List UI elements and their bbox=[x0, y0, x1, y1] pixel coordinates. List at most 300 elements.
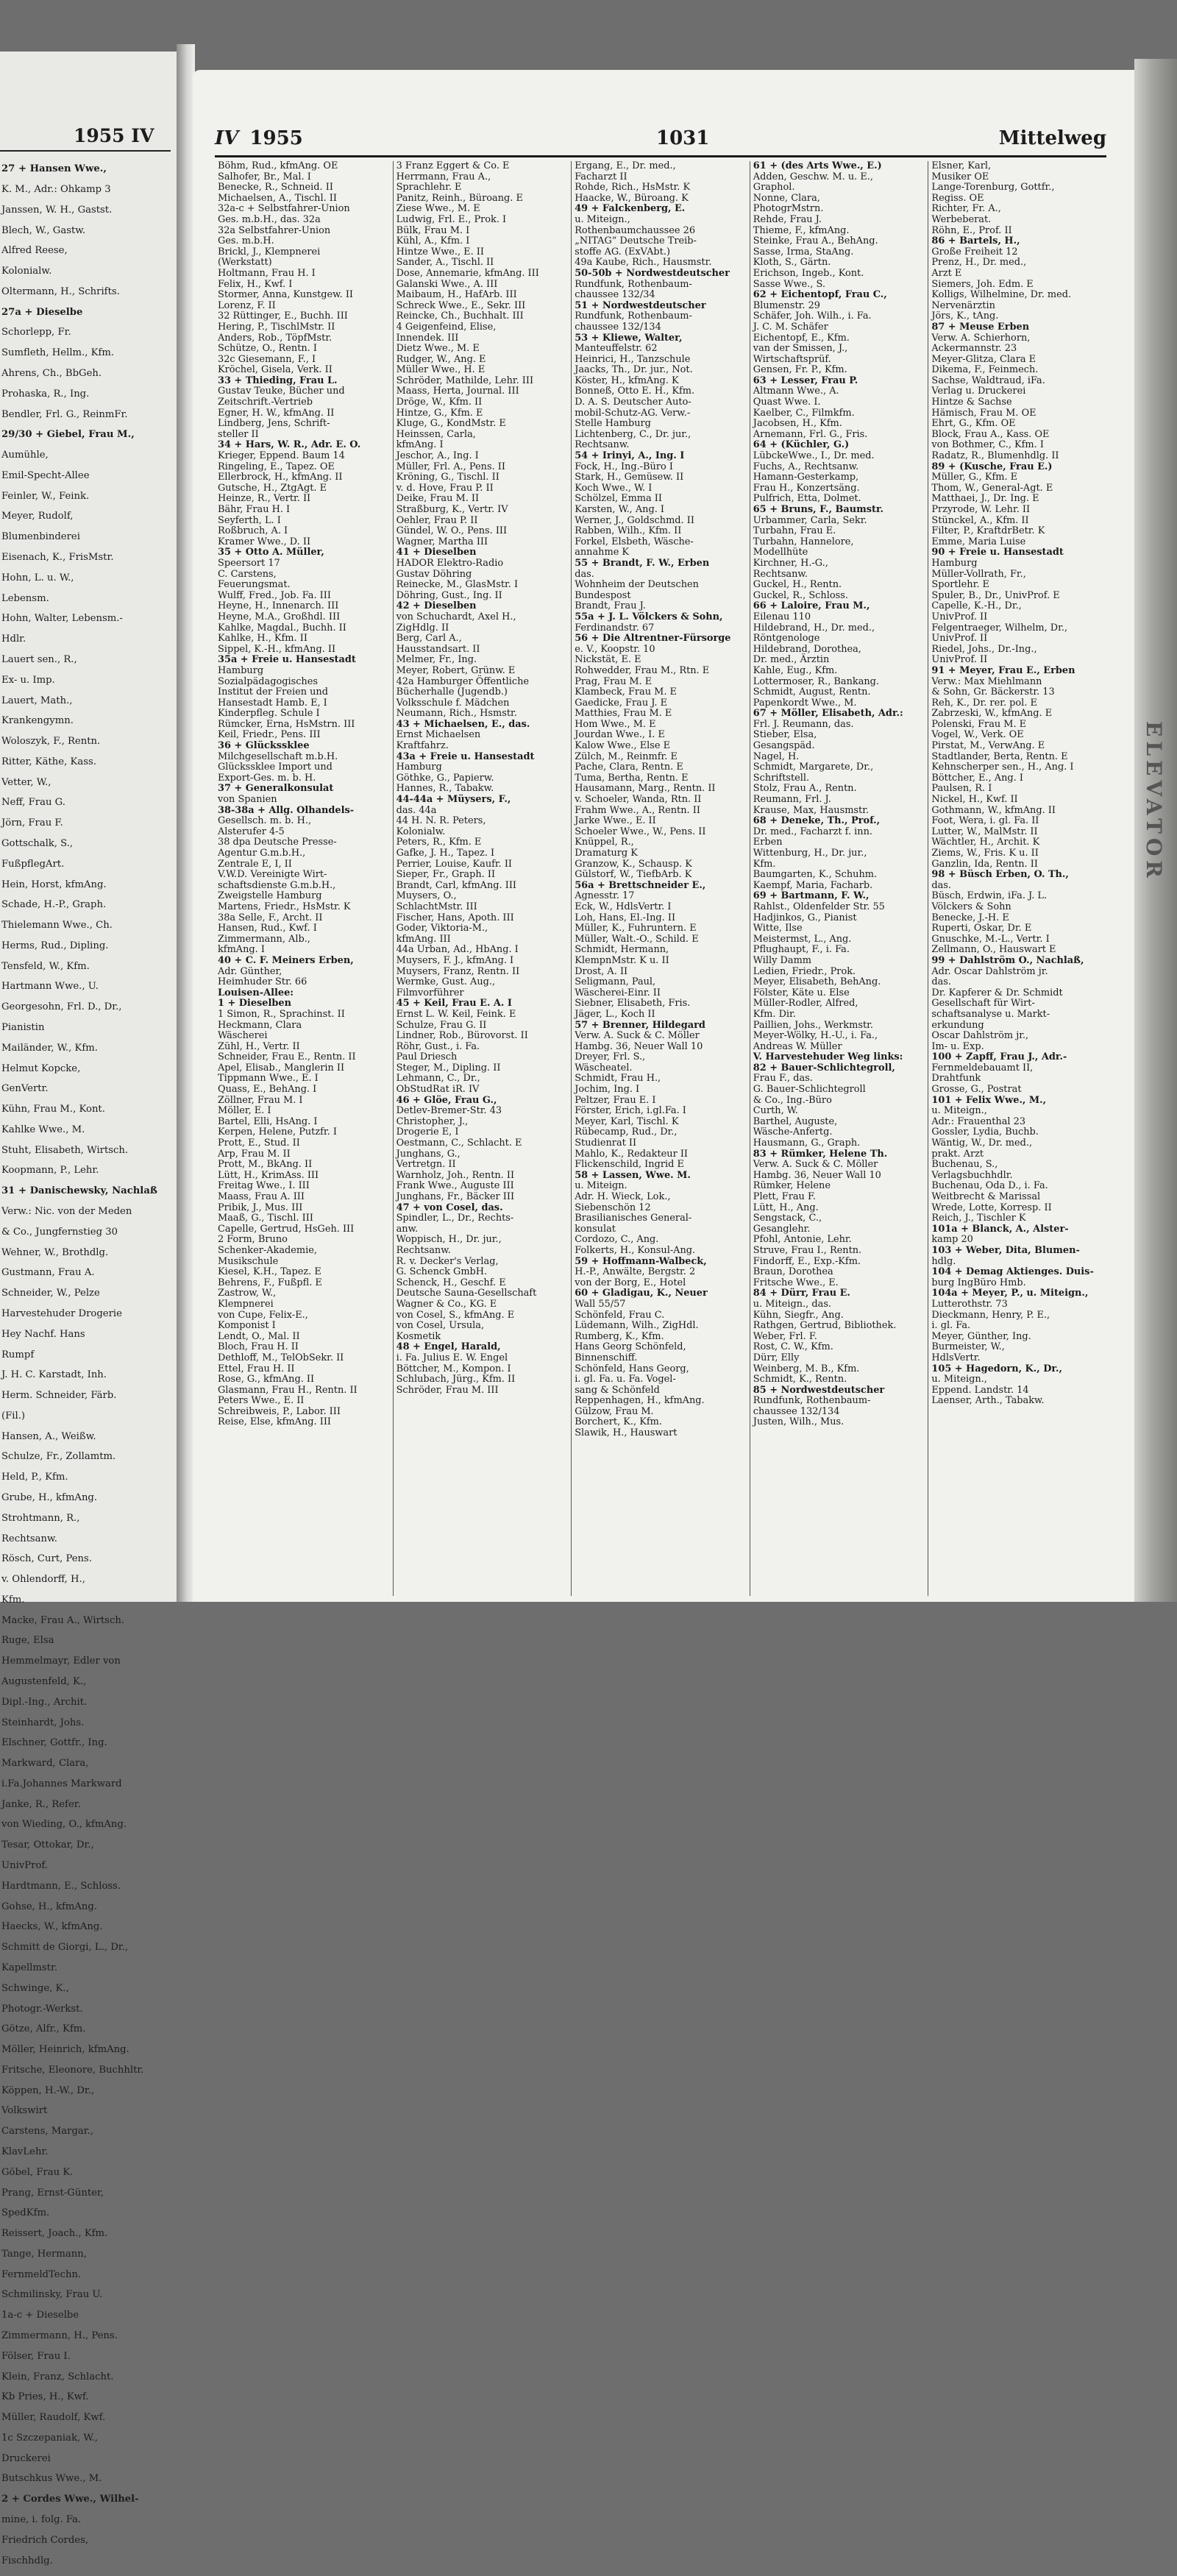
directory-entry-line: Wächtler, H., Archit. K bbox=[931, 837, 1040, 848]
directory-entry-line: Kfm. bbox=[1, 1594, 25, 1605]
directory-entry-line: Reincke, Ch., Buchhalt. III bbox=[396, 311, 524, 322]
directory-entry-line: Gothmann, W., kfmAng. II bbox=[931, 804, 1056, 816]
directory-entry-line: V. Harvestehuder Weg links: bbox=[753, 1051, 903, 1063]
directory-entry-line: Schäfer, Joh. Wilh., i. Fa. bbox=[753, 311, 872, 322]
directory-entry-line: Gülzow, Frau M. bbox=[575, 1405, 654, 1417]
directory-entry-line: Prang, Ernst-Günter, bbox=[1, 2187, 104, 2199]
directory-entry-line: Frau H., Konzertsäng. bbox=[753, 482, 860, 494]
directory-entry-line: hdlg. bbox=[931, 1255, 956, 1267]
directory-entry-line: Rumpf bbox=[1, 1349, 35, 1360]
directory-entry-line: 32a Selbstfahrer-Union bbox=[218, 224, 331, 236]
directory-entry-line: Hartmann Wwe., U. bbox=[1, 981, 99, 993]
directory-entry-line: Heyne, H., Innenarch. III bbox=[218, 600, 339, 612]
directory-entry-line: Jaacks, Th., Dr. jur., Not. bbox=[575, 364, 693, 376]
directory-entry-line: Janke, R., Refer. bbox=[1, 1798, 81, 1810]
directory-entry-line: von Cosel, S., kfmAng. E bbox=[396, 1309, 515, 1321]
directory-entry-line: Emil-Specht-Allee bbox=[1, 469, 90, 481]
directory-entry-line: Kalow Wwe., Else E bbox=[575, 740, 671, 752]
directory-entry-line: von Wieding, O., kfmAng. bbox=[1, 1819, 127, 1831]
directory-entry-line: Richter, Fr. A., bbox=[931, 203, 1001, 215]
directory-entry-line: Buchenau, Oda D., i. Fa. bbox=[931, 1180, 1048, 1192]
directory-entry-line: Schriftstell. bbox=[753, 772, 810, 784]
directory-entry-line: Schröder, Mathilde, Lehr. III bbox=[396, 375, 534, 386]
directory-entry-line: Verlag u. Druckerei bbox=[931, 386, 1026, 397]
directory-entry-line: Kfm. bbox=[753, 858, 776, 870]
directory-column-5 bbox=[928, 161, 1106, 1596]
directory-entry-line: Dethloff, M., TelObSekr. II bbox=[218, 1352, 344, 1363]
directory-entry-line: Vertretgn. II bbox=[396, 1159, 456, 1171]
directory-entry-line: Hering, P., TischlMstr. II bbox=[218, 321, 335, 333]
directory-entry-line: 32c Giesemann, F., I bbox=[218, 353, 316, 365]
directory-entry-line: Turbahn, Hannelore, bbox=[753, 536, 854, 547]
directory-entry-line: 86 + Bartels, H., bbox=[931, 235, 1020, 247]
directory-entry-line: Böttcher, M., Kompon. I bbox=[396, 1363, 511, 1374]
directory-entry-line: Salhofer, Br., Mal. I bbox=[218, 171, 311, 182]
directory-entry-line: Prenz, H., Dr. med., bbox=[931, 257, 1027, 269]
directory-entry-line: Nonne, Clara, bbox=[753, 192, 820, 204]
directory-entry-line: Regiss. OE bbox=[931, 192, 984, 204]
directory-entry-line: Rechtsanw. bbox=[753, 568, 808, 580]
directory-entry-line: Reh, K., Dr. rer. pol. E bbox=[931, 697, 1037, 709]
directory-entry-line: 44 H. N. R. Peters, bbox=[396, 815, 486, 827]
directory-entry-line: Zentrale E, I, II bbox=[218, 858, 292, 870]
directory-entry-line: Gesellsch. m. b. H., bbox=[218, 815, 312, 827]
directory-entry-line: Sumfleth, Hellm., Kfm. bbox=[1, 347, 115, 359]
directory-entry-line: Rümcker, Erna, HsMstrn. III bbox=[218, 718, 355, 730]
directory-entry-line: Schorlepp, Fr. bbox=[1, 327, 71, 338]
directory-entry-line: Vogel, W., Verk. OE bbox=[931, 729, 1024, 741]
directory-entry-line: Struve, Frau I., Rentn. bbox=[753, 1244, 862, 1256]
directory-entry-line: Anders, Rob., TöpfMstr. bbox=[218, 332, 333, 344]
directory-entry-line: Döhring, Gust., Ing. II bbox=[396, 589, 502, 601]
directory-entry-line: Ganzlin, Ida, Rentn. II bbox=[931, 858, 1038, 870]
directory-entry-line: Kröchel, Gisela, Verk. II bbox=[218, 364, 333, 376]
directory-entry-line: 43 + Michaelsen, E., das. bbox=[396, 718, 530, 730]
directory-entry-line: Kfm. Dir. bbox=[753, 1008, 796, 1020]
directory-entry-line: Lange-Torenburg, Gottfr., bbox=[931, 182, 1055, 194]
directory-entry-line: Capelle, Gertrud, HsGeh. III bbox=[218, 1223, 355, 1235]
directory-entry-line: i.Fa.Johannes Markward bbox=[1, 1778, 122, 1789]
directory-entry-line: 101 + Felix Wwe., M., bbox=[931, 1094, 1047, 1106]
directory-entry-line: Ludwig, Frl. E., Prok. I bbox=[396, 213, 507, 225]
directory-entry-line: Meyer, Rudolf, bbox=[1, 511, 74, 522]
directory-entry-line: Mailänder, W., Kfm. bbox=[1, 1042, 98, 1054]
directory-entry-line: das. bbox=[931, 879, 952, 891]
directory-entry-line: Institut der Freien und bbox=[218, 686, 328, 698]
directory-entry-line: Musiker OE bbox=[931, 171, 989, 182]
directory-entry-line: Weitbrecht & Marissal bbox=[931, 1191, 1041, 1202]
directory-entry-line: Benecke, J.-H. E bbox=[931, 912, 1009, 923]
directory-entry-line: Fölser, Frau I. bbox=[1, 2350, 71, 2362]
directory-entry-line: 44-44a + Müysers, F., bbox=[396, 794, 511, 806]
directory-entry-line: 3 Franz Eggert & Co. E bbox=[396, 160, 510, 171]
directory-entry-line: Kerpen, Helene, Putzfr. I bbox=[218, 1126, 337, 1138]
directory-entry-line: Sasse Wwe., S. bbox=[753, 278, 825, 290]
directory-entry-line: Jochim, Ing. I bbox=[575, 1084, 640, 1096]
directory-entry-line: Gottschalk, S., bbox=[1, 837, 74, 849]
directory-entry-line: annahme K bbox=[575, 547, 630, 558]
directory-entry-line: Graphol. bbox=[753, 182, 795, 194]
directory-entry-line: Janssen, W. H., Gastst. bbox=[1, 204, 113, 216]
directory-entry-line: Tesar, Ottokar, Dr., bbox=[1, 1839, 94, 1851]
directory-entry-line: Lutterothstr. 73 bbox=[931, 1298, 1008, 1310]
directory-entry-line: Stadtlander, Berta, Rentn. E bbox=[931, 751, 1068, 762]
directory-entry-line: Export-Ges. m. b. H. bbox=[218, 772, 316, 784]
directory-entry-line: 101a + Blanck, A., Alster- bbox=[931, 1223, 1069, 1235]
directory-entry-line: „NITAG“ Deutsche Treib- bbox=[575, 235, 697, 247]
directory-entry-line: Helmut Kopcke, bbox=[1, 1062, 81, 1074]
directory-entry-line: Schneider, Frau E., Rentn. II bbox=[218, 1051, 356, 1063]
directory-entry-line: 42 + Dieselben bbox=[396, 600, 477, 612]
directory-entry-line: Gensen, Fr. P., Kfm. bbox=[753, 364, 847, 376]
directory-column-2 bbox=[394, 161, 572, 1596]
directory-entry-line: Kühl, A., Kfm. I bbox=[396, 235, 470, 247]
directory-entry-line: Zülch, M., Reinmfr. E bbox=[575, 751, 678, 762]
directory-entry-line: Hohn, Walter, Lebensm.- bbox=[1, 613, 123, 625]
directory-entry-line: Hintze, G., Kfm. E bbox=[396, 407, 483, 419]
directory-entry-line: Lichtenberg, C., Dr. jur., bbox=[575, 428, 691, 440]
directory-entry-line: Hansen, A., Weißw. bbox=[1, 1430, 96, 1442]
directory-entry-line: Aumühle, bbox=[1, 450, 49, 461]
directory-entry-line: Hambg. 36, Neuer Wall 10 bbox=[575, 1040, 703, 1052]
directory-entry-line: G. Schenck GmbH. bbox=[396, 1266, 488, 1278]
directory-entry-line: Möller, Heinrich, kfmAng. bbox=[1, 2044, 129, 2056]
directory-entry-line: Jörn, Frau F. bbox=[1, 817, 63, 829]
directory-entry-line: 27 + Hansen Wwe., bbox=[1, 163, 107, 175]
directory-entry-line: Blumenbinderei bbox=[1, 531, 80, 543]
directory-entry-line: Arnemann, Frl. G., Fris. bbox=[753, 428, 868, 440]
directory-entry-line: 55a + J. L. Völckers & Sohn, bbox=[575, 611, 723, 622]
directory-entry-line: Sieper, Fr., Graph. II bbox=[396, 869, 496, 881]
directory-entry-line: Agentur G.m.b.H., bbox=[218, 848, 306, 859]
directory-entry-line: Frank Wwe., Auguste III bbox=[396, 1180, 514, 1192]
directory-entry-line: Berg, Carl A., bbox=[396, 633, 462, 645]
directory-entry-line: Krause, Max, Hausmstr. bbox=[753, 804, 870, 816]
directory-entry-line: SchlachtMstr. III bbox=[396, 901, 477, 912]
directory-entry-line: Egner, H. W., kfmAng. II bbox=[218, 407, 335, 419]
directory-entry-line: Brandt, Frau J. bbox=[575, 600, 646, 612]
directory-entry-line: Kahle, Eug., Kfm. bbox=[753, 664, 838, 676]
directory-entry-line: Matthies, Frau M. E bbox=[575, 708, 672, 720]
directory-entry-line: Erben bbox=[753, 837, 783, 848]
directory-entry-line: e. V., Koopstr. 10 bbox=[575, 643, 655, 655]
directory-entry-line: Manteuffelstr. 62 bbox=[575, 343, 658, 355]
directory-entry-line: Tuma, Bertha, Rentn. E bbox=[575, 772, 689, 784]
directory-entry-line: Tensfeld, W., Kfm. bbox=[1, 960, 90, 972]
directory-entry-line: Verw. A. Suck & C. Möller bbox=[575, 1030, 700, 1042]
directory-entry-line: 85 + Nordwestdeutscher bbox=[753, 1384, 885, 1396]
directory-entry-line: Bonneß, Otto E. H., Kfm. bbox=[575, 386, 695, 397]
directory-entry-line: Blech, W., Gastw. bbox=[1, 224, 86, 236]
directory-entry-line: G. Bauer-Schlichtegroll bbox=[753, 1084, 866, 1096]
directory-entry-line: Panitz, Reinh., Büroang. E bbox=[396, 192, 523, 204]
directory-entry-line: Steinke, Frau A., BehAng. bbox=[753, 235, 878, 247]
directory-entry-line: Dr. med., Facharzt f. inn. bbox=[753, 826, 872, 837]
directory-entry-line: Heimhuder Str. 66 bbox=[218, 976, 307, 988]
directory-entry-line: Kröning, G., Tischl. II bbox=[396, 472, 499, 483]
directory-entry-line: Gustav Döhring bbox=[396, 568, 472, 580]
directory-entry-line: Bülk, Frau M. I bbox=[396, 224, 470, 236]
directory-entry-line: Ritter, Käthe, Kass. bbox=[1, 756, 96, 767]
directory-entry-line: 53 + Kliewe, Walter, bbox=[575, 332, 683, 344]
directory-entry-line: u. Miteign., bbox=[931, 1374, 987, 1385]
directory-entry-line: HdlsVertr. bbox=[931, 1352, 981, 1363]
directory-entry-line: konsulat bbox=[575, 1223, 616, 1235]
directory-entry-line: Hintze & Sachse bbox=[931, 397, 1012, 408]
directory-entry-line: Holtmann, Frau H. I bbox=[218, 267, 316, 279]
directory-entry-line: Hildebrand, Dorothea, bbox=[753, 643, 861, 655]
directory-entry-line: Gesangspäd. bbox=[753, 740, 815, 752]
directory-entry-line: Krieger, Eppend. Baum 14 bbox=[218, 450, 345, 462]
directory-entry-line: Pflughaupt, F., i. Fa. bbox=[753, 944, 850, 956]
directory-entry-line: von Bothmer, C., Kfm. I bbox=[931, 439, 1044, 451]
directory-entry-line: 35a + Freie u. Hansestadt bbox=[218, 654, 356, 666]
directory-entry-line: 57 + Brenner, Hildegard bbox=[575, 1019, 705, 1031]
directory-entry-line: Modellhüte bbox=[753, 547, 808, 558]
directory-entry-line: Wrede, Lotte, Korresp. II bbox=[931, 1202, 1052, 1213]
directory-entry-line: Lehmann, C., Dr., bbox=[396, 1073, 480, 1085]
facing-page-header: 1955 IV bbox=[74, 125, 154, 146]
directory-entry-line: Verlagsbuchhdlr. bbox=[931, 1169, 1013, 1181]
directory-entry-line: FußpflegArt. bbox=[1, 858, 65, 870]
directory-entry-line: Keil, Friedr., Pens. III bbox=[218, 729, 321, 741]
directory-entry-line: von Schuchardt, Axel H., bbox=[396, 611, 516, 622]
directory-entry-line: Lorenz, F. II bbox=[218, 299, 276, 311]
directory-entry-line: 38a Selle, F., Archt. II bbox=[218, 912, 323, 923]
directory-entry-line: Köppen, H.-W., Dr., bbox=[1, 2084, 95, 2096]
directory-entry-line: Siebner, Elisabeth, Fris. bbox=[575, 998, 691, 1010]
directory-entry-line: Rechtsanw. bbox=[396, 1244, 451, 1256]
directory-entry-line: Nickel, H., Kwf. II bbox=[931, 794, 1018, 806]
directory-entry-line: Knüppel, R., bbox=[575, 837, 634, 848]
directory-entry-line: Pirstat, M., VerwAng. E bbox=[931, 740, 1045, 752]
directory-entry-line: Sachse, Waldtraud, iFa. bbox=[931, 375, 1045, 386]
directory-entry-line: Zimmermann, Alb., bbox=[218, 933, 310, 945]
directory-entry-line: Slawik, H., Hauswart bbox=[575, 1427, 678, 1439]
directory-entry-line: Rechtsanw. bbox=[1, 1533, 57, 1544]
directory-entry-line: anw. bbox=[396, 1223, 419, 1235]
directory-entry-line: Hämisch, Frau M. OE bbox=[931, 407, 1036, 419]
directory-entry-line: Schmidt, Frau H., bbox=[575, 1073, 661, 1085]
directory-entry-line: Stormer, Anna, Kunstgew. II bbox=[218, 289, 354, 301]
directory-entry-line: Christopher, J., bbox=[396, 1115, 469, 1127]
directory-entry-line: PhotogrMstrn. bbox=[753, 203, 824, 215]
directory-entry-line: (Werkstatt) bbox=[218, 257, 272, 269]
directory-entry-line: Lutter, W., MalMstr. II bbox=[931, 826, 1038, 837]
directory-entry-line: Meistermst, L., Ang. bbox=[753, 933, 852, 945]
directory-entry-line: Schmitt de Giorgi, L., Dr., bbox=[1, 1942, 129, 1954]
directory-entry-line: Hdlr. bbox=[1, 634, 26, 645]
directory-entry-line: Tange, Hermann, bbox=[1, 2248, 87, 2260]
directory-entry-line: Glückssklee Import und bbox=[218, 762, 333, 773]
directory-entry-line: Held, P., Kfm. bbox=[1, 1472, 68, 1483]
directory-entry-line: chaussee 132/134 bbox=[753, 1405, 840, 1417]
directory-entry-line: Cordozo, C., Ang. bbox=[575, 1234, 659, 1246]
directory-entry-line: Lebensm. bbox=[1, 592, 49, 604]
directory-entry-line: Paul Driesch bbox=[396, 1051, 458, 1063]
directory-columns bbox=[215, 161, 1106, 1596]
directory-entry-line: Peters Wwe., E. II bbox=[218, 1395, 305, 1407]
directory-entry-line: Bendler, Frl. G., ReinmFr. bbox=[1, 408, 128, 420]
directory-entry-line: von der Borg, E., Hotel bbox=[575, 1277, 686, 1288]
directory-entry-line: 68 + Deneke, Th., Prof., bbox=[753, 815, 881, 827]
directory-entry-line: Fritsche Wwe., E. bbox=[753, 1277, 839, 1288]
directory-entry-line: Neff, Frau G. bbox=[1, 797, 65, 809]
directory-entry-line: Rehde, Frau J. bbox=[753, 213, 822, 225]
directory-entry-line: Ruperti, Oskar, Dr. E bbox=[931, 923, 1032, 934]
directory-entry-line: Eck, W., HdlsVertr. I bbox=[575, 901, 672, 912]
directory-entry-line: Curth, W. bbox=[753, 1105, 798, 1117]
directory-page bbox=[193, 70, 1134, 1602]
directory-entry-line: Heinrici, H., Tanzschule bbox=[575, 353, 691, 365]
directory-entry-line: Zimmermann, H., Pens. bbox=[1, 2330, 118, 2341]
directory-entry-line: Eisenach, K., FrisMstr. bbox=[1, 552, 114, 564]
directory-entry-line: Göbel, Frau K. bbox=[1, 2166, 74, 2178]
directory-entry-line: u. Miteign., bbox=[931, 1105, 987, 1117]
directory-entry-line: Spindler, L., Dr., Rechts- bbox=[396, 1213, 514, 1224]
directory-entry-line: Blumenstr. 29 bbox=[753, 299, 820, 311]
directory-entry-line: 2 Form, Bruno bbox=[218, 1234, 288, 1246]
directory-entry-line: das. 44a bbox=[396, 804, 437, 816]
directory-entry-line: 63 + Lesser, Frau P. bbox=[753, 375, 858, 386]
directory-entry-line: Loh, Hans, El.-Ing. II bbox=[575, 912, 676, 923]
directory-entry-line: Weber, Frl. F. bbox=[753, 1330, 817, 1342]
directory-entry-line: Emme, Maria Luise bbox=[931, 536, 1026, 547]
directory-entry-line: 51 + Nordwestdeutscher bbox=[575, 299, 706, 311]
directory-entry-line: Hannes, R., Tabakw. bbox=[396, 783, 494, 795]
directory-entry-line: u. Miteign. bbox=[575, 1180, 627, 1192]
directory-entry-line: & Co., Jungfernstieg 30 bbox=[1, 1226, 118, 1238]
directory-entry-line: Schönfeld, Frau C. bbox=[575, 1309, 665, 1321]
directory-entry-line: Radatz, R., Blumenhdlg. II bbox=[931, 450, 1059, 462]
directory-entry-line: Nickstät, E. E bbox=[575, 654, 641, 666]
directory-entry-line: Heyne, M.A., Großhdl. III bbox=[218, 611, 341, 622]
directory-entry-line: Rösch, Curt, Pens. bbox=[1, 1553, 93, 1565]
directory-entry-line: Wäscherei-Einr. II bbox=[575, 987, 661, 998]
directory-entry-line: Pulfrich, Etta, Dolmet. bbox=[753, 493, 861, 505]
directory-entry-line: Schlubach, Jürg., Kfm. II bbox=[396, 1374, 516, 1385]
directory-entry-line: Lottermoser, R., Bankang. bbox=[753, 675, 880, 687]
directory-entry-line: Melmer, Fr., Ing. bbox=[396, 654, 477, 666]
directory-entry-line: R. v. Decker's Verlag, bbox=[396, 1255, 499, 1267]
directory-entry-line: 37 + Generalkonsulat bbox=[218, 783, 334, 795]
directory-entry-line: 46 + Glöe, Frau G., bbox=[396, 1094, 497, 1106]
directory-entry-line: Kosmetik bbox=[396, 1330, 441, 1342]
directory-entry-line: Hansen, Rud., Kwf. I bbox=[218, 923, 317, 934]
directory-entry-line: von Cupe, Felix-E., bbox=[218, 1309, 308, 1321]
directory-entry-line: Werbeberat. bbox=[931, 213, 992, 225]
directory-entry-line: 100 + Zapff, Frau J., Adr.- bbox=[931, 1051, 1067, 1063]
directory-entry-line: Kahlke Wwe., M. bbox=[1, 1124, 85, 1135]
directory-entry-line: HADOR Elektro-Radio bbox=[396, 557, 504, 569]
directory-entry-line: i. gl. Fa. bbox=[931, 1320, 971, 1332]
directory-entry-line: 99 + Dahlström O., Nachlaß, bbox=[931, 954, 1084, 966]
directory-entry-line: Granzow, K., Schausp. K bbox=[575, 858, 692, 870]
directory-entry-line: Möller, E. I bbox=[218, 1105, 271, 1117]
directory-entry-line: Quast Wwe. I. bbox=[753, 397, 821, 408]
directory-entry-line: Volksschule f. Mädchen bbox=[396, 697, 510, 709]
directory-entry-line: stoffe AG. (ExVAbt.) bbox=[575, 246, 670, 258]
directory-entry-line: Lendt, O., Mal. II bbox=[218, 1330, 300, 1342]
directory-entry-line: Kloth, S., Gärtn. bbox=[753, 257, 831, 269]
directory-entry-line: 105 + Hagedorn, K., Dr., bbox=[931, 1363, 1062, 1374]
directory-entry-line: Meyer, Elisabeth, BehAng. bbox=[753, 976, 881, 988]
directory-entry-line: 38-38a + Allg. Olhandels- bbox=[218, 804, 355, 816]
directory-entry-line: Rechtsanw. bbox=[575, 439, 630, 451]
directory-entry-line: steller II bbox=[218, 428, 259, 440]
directory-entry-line: Weinberg, M. B., Kfm. bbox=[753, 1363, 860, 1374]
directory-entry-line: Guckel, H., Rentn. bbox=[753, 579, 842, 591]
directory-entry-line: Studienrat II bbox=[575, 1138, 637, 1149]
directory-entry-line: Felgentraeger, Wilhelm, Dr., bbox=[931, 622, 1068, 634]
directory-entry-line: Kiesel, K.H., Tapez. E bbox=[218, 1266, 321, 1278]
directory-entry-line: Verw.: Max Miehlmann bbox=[931, 675, 1042, 687]
directory-entry-line: Gesellschaft für Wirt- bbox=[931, 998, 1035, 1010]
directory-entry-line: Agnesstr. 17 bbox=[575, 890, 635, 902]
directory-entry-line: Büsch, Erdwin, iFa. J. L. bbox=[931, 890, 1048, 902]
directory-entry-line: Elschner, Gottfr., Ing. bbox=[1, 1737, 107, 1749]
directory-entry-line: Rundfunk, Rothenbaum- bbox=[753, 1395, 871, 1407]
directory-entry-line: Rathgen, Gertrud, Bibliothek. bbox=[753, 1320, 897, 1332]
directory-entry-line: Ex- u. Imp. bbox=[1, 674, 55, 686]
directory-entry-line: Grosse, G., Postrat bbox=[931, 1084, 1022, 1096]
directory-entry-line: Paulsen, R. I bbox=[931, 783, 992, 795]
directory-entry-line: Gülstorf, W., TiefbArb. K bbox=[575, 869, 692, 881]
directory-entry-line: Verw. A. Suck & C. Möller bbox=[753, 1159, 878, 1171]
directory-entry-line: Butschkus Wwe., M. bbox=[1, 2473, 102, 2485]
directory-entry-line: Kehnscherper sen., H., Ang. I bbox=[931, 762, 1074, 773]
directory-entry-line: Sprachlehr. E bbox=[396, 182, 462, 194]
directory-entry-line: Altmann Wwe., A. bbox=[753, 386, 839, 397]
header-roman: IV bbox=[215, 127, 239, 149]
directory-entry-line: Schmidt, Margarete, Dr., bbox=[753, 762, 874, 773]
directory-entry-line: Herm. Schneider, Färb. bbox=[1, 1390, 117, 1402]
directory-entry-line: Dramaturg K bbox=[575, 848, 638, 859]
directory-entry-line: Ettel, Frau H. II bbox=[218, 1363, 295, 1374]
edge-text: ELEVATOR bbox=[1142, 721, 1166, 882]
directory-entry-line: Hemmelmayr, Edler von bbox=[1, 1656, 121, 1667]
directory-entry-line: J. C. M. Schäfer bbox=[753, 321, 828, 333]
directory-entry-line: Adr.: Frauenthal 23 bbox=[931, 1115, 1026, 1127]
directory-entry-line: Hadjinkos, G., Pianist bbox=[753, 912, 857, 923]
directory-entry-line: Stünckel, A., Kfm. II bbox=[931, 514, 1029, 526]
header-year: 1955 bbox=[249, 127, 303, 149]
directory-entry-line: Apel, Elisab., Manglerin II bbox=[218, 1062, 345, 1074]
directory-entry-line: Hom Wwe., M. E bbox=[575, 718, 656, 730]
directory-entry-line: van der Smissen, J., bbox=[753, 343, 848, 355]
directory-entry-line: schaftsdienste G.m.b.H., bbox=[218, 879, 336, 891]
directory-entry-line: Gafke, J. H., Tapez. I bbox=[396, 848, 495, 859]
directory-entry-line: Röhr, Gust., i. Fa. bbox=[396, 1040, 480, 1052]
directory-entry-line: Hohn, L. u. W., bbox=[1, 572, 74, 583]
directory-entry-line: Behrens, F., Fußpfl. E bbox=[218, 1277, 322, 1288]
directory-entry-line: Riedel, Johs., Dr.-Ing., bbox=[931, 643, 1037, 655]
directory-entry-line: Barthel, Auguste, bbox=[753, 1115, 838, 1127]
directory-entry-line: 48 + Engel, Harald, bbox=[396, 1341, 501, 1353]
directory-entry-line: Kraftfahrz. bbox=[396, 740, 449, 752]
directory-entry-line: 34 + Hars, W. R., Adr. E. O. bbox=[218, 439, 361, 451]
directory-entry-line: Dröge, W., Kfm. II bbox=[396, 397, 483, 408]
directory-entry-line: u. Miteign., bbox=[575, 213, 630, 225]
directory-entry-line: chaussee 132/34 bbox=[575, 289, 655, 301]
directory-entry-line: Zweigstelle Hamburg bbox=[218, 890, 322, 902]
directory-entry-line: Gustav Teuke, Bücher und bbox=[218, 386, 345, 397]
directory-entry-line: Drogerie E, I bbox=[396, 1126, 459, 1138]
directory-entry-line: Lauert, Math., bbox=[1, 695, 73, 706]
directory-entry-line: Matthaei, J., Dr. Ing. E bbox=[931, 493, 1039, 505]
directory-entry-line: Sippel, K.-H., kfmAng. II bbox=[218, 643, 336, 655]
directory-entry-line: Stolz, Frau A., Rentn. bbox=[753, 783, 857, 795]
